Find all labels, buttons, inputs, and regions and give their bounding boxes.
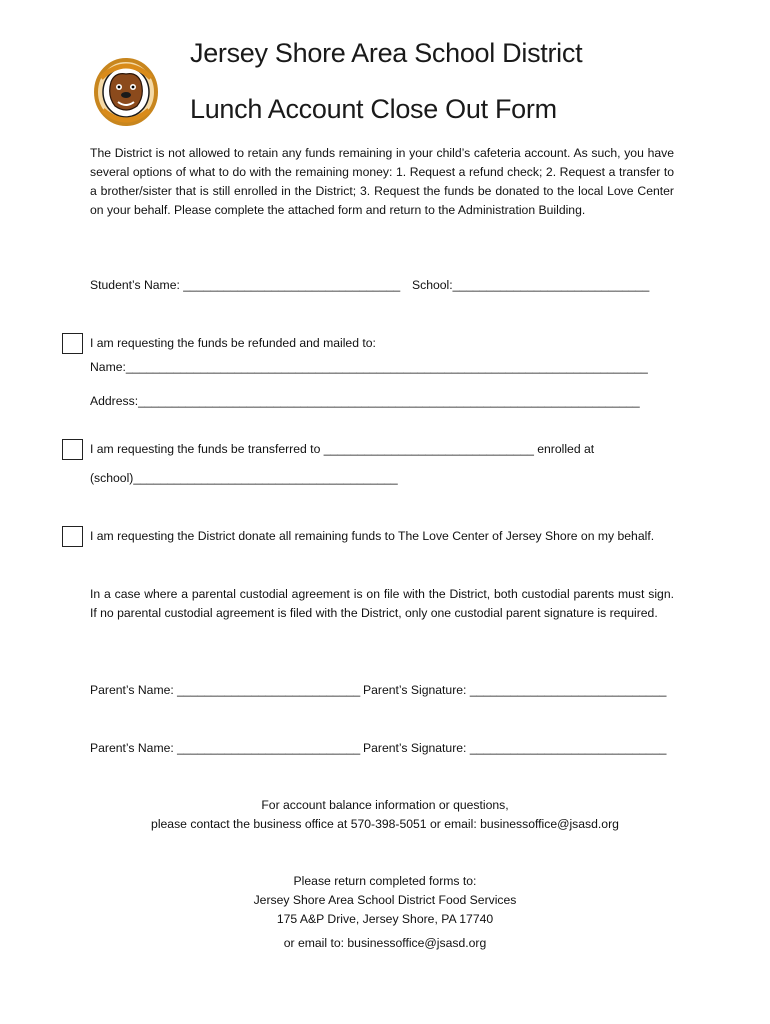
- bulldog-logo-icon: [93, 56, 159, 128]
- student-name-field[interactable]: Student’s Name: ________________________________: [90, 278, 401, 292]
- refund-checkbox[interactable]: [62, 333, 83, 354]
- transfer-checkbox[interactable]: [62, 439, 83, 460]
- form-title: Lunch Account Close Out Form: [190, 94, 557, 124]
- return-line-4: or email to: businessoffice@jsasd.org: [283, 936, 487, 950]
- parent-name-field-2[interactable]: Parent’s Name: ___________________________: [90, 741, 361, 755]
- refund-name-field[interactable]: Name:_____________________________________________________________________________: [90, 360, 648, 374]
- custody-paragraph: In a case where a parental custodial agreement is on file with the District, both custodial parents must sign. If no parental custodial agreement is filed with the District, only one custodial parent signature is required.: [90, 587, 674, 620]
- refund-option-label: I am requesting the funds be refunded and mailed to:: [90, 336, 376, 350]
- intro-paragraph: The District is not allowed to retain any funds remaining in your child’s cafeteria account. As such, you have several options of what to do with the remaining money: 1. Request a refund check; 2. Request a transfer to a brother/sister that is still enrolled in the District; 3. Request the funds be donated to the local Love Center on your behalf. Please complete the attached form and return to the Administration Building.: [90, 146, 674, 217]
- refund-address-field[interactable]: Address:__________________________________________________________________________: [90, 394, 640, 408]
- district-title: Jersey Shore Area School District: [190, 38, 583, 68]
- contact-line-1: For account balance information or questions,: [261, 798, 509, 812]
- school-field[interactable]: School:_____________________________: [412, 278, 650, 292]
- return-line-1: Please return completed forms to:: [293, 874, 477, 888]
- return-line-3: 175 A&P Drive, Jersey Shore, PA 17740: [276, 912, 494, 926]
- parent-signature-field-1[interactable]: Parent’s Signature: _____________________________: [363, 683, 667, 697]
- transfer-option-label[interactable]: I am requesting the funds be transferred to _______________________________ enrolled at: [90, 442, 595, 456]
- parent-name-field-1[interactable]: Parent’s Name: ___________________________: [90, 683, 361, 697]
- transfer-school-field[interactable]: (school)_______________________________________: [90, 471, 398, 485]
- donate-option-label: I am requesting the District donate all remaining funds to The Love Center of Jersey Shore on my behalf.: [90, 529, 655, 543]
- return-line-2: Jersey Shore Area School District Food Services: [253, 893, 517, 907]
- contact-line-2: please contact the business office at 570-398-5051 or email: businessoffice@jsasd.org: [151, 817, 619, 831]
- parent-signature-field-2[interactable]: Parent’s Signature: _____________________________: [363, 741, 667, 755]
- donate-checkbox[interactable]: [62, 526, 83, 547]
